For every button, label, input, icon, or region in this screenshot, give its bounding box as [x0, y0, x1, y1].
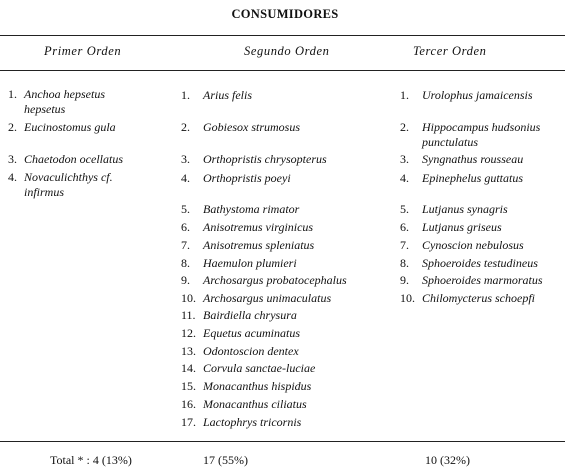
top-rule — [0, 35, 565, 36]
species-entry — [8, 170, 113, 200]
species-entry — [181, 308, 297, 323]
species-name: Urolophus jamaicensis — [422, 88, 533, 102]
species-name: Bathystoma rimator — [203, 202, 300, 216]
entry-number: 8. — [400, 256, 409, 270]
species-name: Archosargus probatocephalus — [203, 273, 347, 287]
species-name: Lutjanus griseus — [422, 220, 502, 234]
entry-number: 1. — [8, 87, 17, 101]
entry-number: 5. — [181, 202, 190, 216]
species-name: Anisotremus virginicus — [203, 220, 314, 234]
bottom-rule — [0, 441, 565, 442]
entry-number: 6. — [181, 220, 190, 234]
entry-number: 5. — [400, 202, 409, 216]
entry-number: 1. — [181, 88, 190, 102]
entry-number: 17. — [181, 415, 196, 429]
species-name: Orthopristis poeyi — [203, 171, 291, 185]
entry-number: 7. — [400, 238, 409, 252]
entry-number: 14. — [181, 361, 196, 375]
entry-number: 13. — [181, 344, 196, 358]
entry-number: 16. — [181, 397, 196, 411]
species-entry — [400, 220, 502, 235]
species-entry — [400, 238, 524, 253]
species-name: Chilomycterus schoepfi — [422, 291, 535, 305]
species-name: Monacanthus hispidus — [203, 379, 312, 393]
species-name: Odontoscion dentex — [203, 344, 299, 358]
species-name: Monacanthus ciliatus — [203, 397, 307, 411]
entry-number: 3. — [400, 152, 409, 166]
species-name: Orthopristis chrysopterus — [203, 152, 327, 166]
species-entry — [181, 202, 299, 217]
species-name: Equetus acuminatus — [203, 326, 300, 340]
species-name: Cynoscion nebulosus — [422, 238, 524, 252]
species-name: Syngnathus rousseau — [422, 152, 524, 166]
species-name-continued: hepsetus — [24, 102, 66, 116]
species-entry — [181, 344, 299, 359]
entry-number: 9. — [181, 273, 190, 287]
species-name: Haemulon plumieri — [203, 256, 297, 270]
species-name: Epinephelus guttatus — [422, 171, 523, 185]
total-primer-orden: Total * : 4 (13%) — [50, 453, 132, 467]
species-entry — [400, 171, 523, 186]
total-tercer-orden: 10 (32%) — [425, 453, 470, 467]
species-name: Sphoeroides marmoratus — [422, 273, 543, 287]
entry-number: 3. — [181, 152, 190, 166]
entry-number: 4. — [400, 171, 409, 185]
entry-number: 1. — [400, 88, 409, 102]
species-name: Archosargus unimaculatus — [203, 291, 332, 305]
species-name-continued: punctulatus — [422, 135, 478, 149]
species-name: Lactophrys tricornis — [203, 415, 302, 429]
species-name-continued: infirmus — [24, 185, 65, 199]
entry-number: 9. — [400, 273, 409, 287]
header-rule — [0, 70, 565, 71]
species-entry — [181, 326, 300, 341]
species-entry — [181, 291, 331, 306]
entry-number: 10. — [400, 291, 415, 305]
species-entry — [181, 273, 347, 288]
species-entry — [8, 87, 105, 117]
species-name: Corvula sanctae-luciae — [203, 361, 316, 375]
species-entry — [181, 397, 307, 412]
species-entry — [181, 220, 313, 235]
species-entry — [400, 291, 535, 306]
species-entry — [181, 415, 301, 430]
species-name: Anisotremus spleniatus — [203, 238, 315, 252]
table-title: CONSUMIDORES — [231, 7, 339, 21]
species-entry — [8, 120, 116, 135]
entry-number: 3. — [8, 152, 17, 166]
entry-number: 12. — [181, 326, 196, 340]
entry-number: 2. — [8, 120, 17, 134]
entry-number: 2. — [400, 120, 409, 134]
species-entry — [181, 361, 315, 376]
species-entry — [400, 120, 540, 150]
header-primer-orden: Primer Orden — [44, 44, 122, 58]
header-tercer-orden: Tercer Orden — [413, 44, 487, 58]
species-name: Chaetodon ocellatus — [24, 152, 123, 166]
species-entry — [400, 202, 508, 217]
species-name: Hippocampus hudsonius — [422, 120, 541, 134]
species-name: Novaculichthys cf. — [24, 170, 113, 184]
species-name: Eucinostomus gula — [24, 120, 116, 134]
species-entry — [181, 152, 327, 167]
species-name: Anchoa hepsetus — [24, 87, 105, 101]
species-entry — [400, 152, 523, 167]
species-entry — [181, 120, 300, 135]
entry-number: 10. — [181, 291, 196, 305]
species-entry — [181, 256, 297, 271]
species-entry — [400, 88, 533, 103]
entry-number: 11. — [181, 308, 196, 322]
species-entry — [8, 152, 123, 167]
header-segundo-orden: Segundo Orden — [244, 44, 330, 58]
entry-number: 7. — [181, 238, 190, 252]
entry-number: 6. — [400, 220, 409, 234]
species-name: Lutjanus synagris — [422, 202, 508, 216]
species-entry — [181, 88, 252, 103]
entry-number: 4. — [8, 170, 17, 184]
species-entry — [181, 379, 311, 394]
entry-number: 4. — [181, 171, 190, 185]
species-entry — [181, 238, 314, 253]
entry-number: 2. — [181, 120, 190, 134]
species-name: Arius felis — [203, 88, 253, 102]
species-entry — [181, 171, 291, 186]
species-name: Bairdiella chrysura — [203, 308, 297, 322]
species-name: Sphoeroides testudineus — [422, 256, 538, 270]
entry-number: 8. — [181, 256, 190, 270]
species-entry — [400, 273, 543, 288]
total-segundo-orden: 17 (55%) — [203, 453, 248, 467]
entry-number: 15. — [181, 379, 196, 393]
species-name: Gobiesox strumosus — [203, 120, 301, 134]
species-entry — [400, 256, 538, 271]
